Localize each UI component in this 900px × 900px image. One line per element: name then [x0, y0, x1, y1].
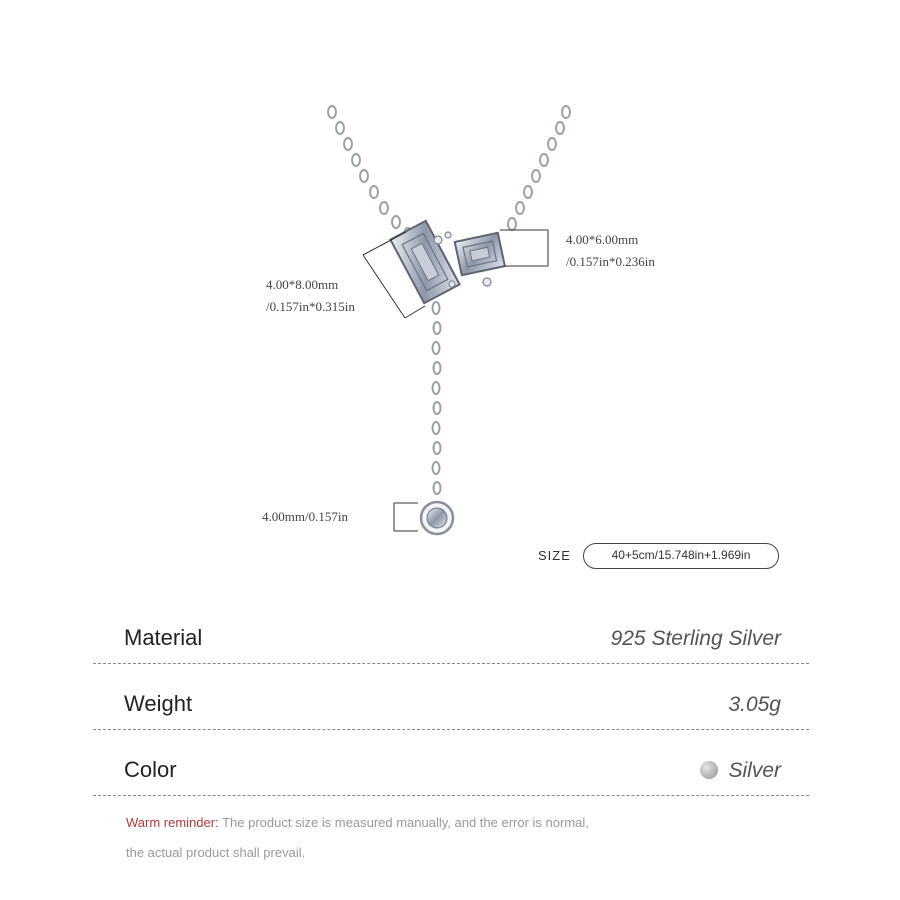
spec-row-color: [93, 731, 809, 796]
material-value: 925 Sterling Silver: [610, 627, 781, 650]
drop-chain: [433, 302, 441, 494]
warm-reminder-line2: the actual product shall prevail.: [126, 845, 306, 860]
material-label: Material: [124, 625, 203, 650]
weight-value: 3.05g: [728, 693, 781, 716]
round-pendant: [421, 502, 453, 534]
color-value: Silver: [728, 759, 781, 782]
large-stone-imperial: /0.157in*0.315in: [266, 299, 355, 314]
small-stone-metric: 4.00*6.00mm: [566, 232, 639, 247]
warm-reminder-text: The product size is measured manually, and the error is normal,: [218, 815, 589, 830]
spec-row-weight: [93, 665, 809, 730]
chain-right: [508, 106, 570, 230]
small-stone: [455, 233, 505, 275]
pendant-dimension: 4.00mm/0.157in: [262, 509, 348, 524]
size-value-badge: 40+5cm/15.748in+1.969in: [583, 543, 779, 569]
large-stone-dimension: [266, 274, 355, 318]
chain-left: [328, 106, 412, 240]
small-stone-imperial: /0.157in*0.236in: [566, 254, 655, 269]
warm-reminder-line1: [126, 815, 589, 830]
color-value-wrap: [700, 759, 781, 783]
small-stone-dimension: [566, 229, 655, 273]
color-label: Color: [124, 757, 177, 782]
spec-row-material: [93, 599, 809, 664]
size-label: SIZE: [538, 548, 571, 563]
large-stone-metric: 4.00*8.00mm: [266, 277, 339, 292]
weight-label: Weight: [124, 691, 193, 716]
color-swatch-icon: [700, 761, 718, 779]
warm-reminder-prefix: Warm reminder:: [126, 815, 219, 830]
